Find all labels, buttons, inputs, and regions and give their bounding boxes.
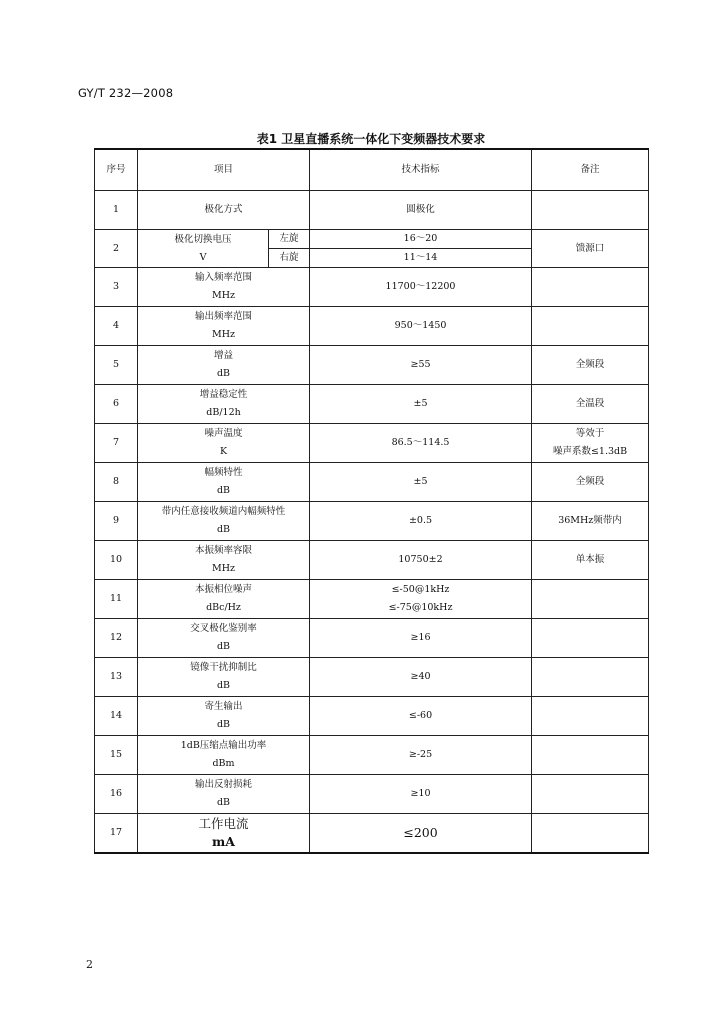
row-item-name: 幅频特性: [204, 467, 243, 478]
row-note: [532, 346, 649, 385]
table-row: [95, 697, 649, 736]
row-spec: 圆极化: [310, 191, 532, 230]
row-no: 12: [95, 619, 138, 658]
row-item-name: 输出频率范围: [195, 311, 253, 322]
row-note: [532, 541, 649, 580]
row-item-unit: dB: [216, 368, 231, 379]
row-item-name: 本振相位噪声: [195, 584, 253, 595]
row-item: [138, 814, 310, 854]
row-no: 10: [95, 541, 138, 580]
standard-code: GY/T 232—2008: [78, 86, 174, 100]
row-item-unit: dBc/Hz: [206, 602, 241, 613]
row-item: 极化方式: [138, 191, 310, 230]
row-spec-value: ≥40: [410, 671, 431, 682]
row-spec-value: ±5: [413, 476, 428, 487]
row-note: 馈源口: [532, 230, 649, 268]
table-row-polarization-voltage: [95, 230, 649, 249]
table-row: [95, 814, 649, 854]
row-no: 13: [95, 658, 138, 697]
row-note: [532, 191, 649, 230]
row-item-name: 输入频率范围: [195, 272, 253, 283]
row-spec-left: 16～20: [310, 230, 532, 249]
row-spec: [310, 697, 532, 736]
row-spec: [310, 463, 532, 502]
row-note: [532, 658, 649, 697]
row-no: 5: [95, 346, 138, 385]
table-row: [95, 191, 649, 230]
row-spec: [310, 658, 532, 697]
row-spec-value: ≤-60: [408, 710, 433, 721]
row-spec: [310, 424, 532, 463]
row-spec: [310, 307, 532, 346]
table-row: [95, 463, 649, 502]
row-item: [138, 541, 310, 580]
row-item-unit: dB/12h: [206, 407, 241, 418]
row-item-unit: MHz: [211, 290, 236, 301]
row-item-unit: dBm: [212, 758, 235, 769]
row-spec-value: 86.5～114.5: [391, 437, 450, 448]
header-item: 项目: [138, 149, 310, 191]
row-note: [532, 502, 649, 541]
row-note: [532, 697, 649, 736]
row-spec-value: ±5: [413, 398, 428, 409]
table-row: [95, 424, 649, 463]
row-item: [138, 697, 310, 736]
row-item: [138, 463, 310, 502]
table-row: [95, 580, 649, 619]
row-item: [138, 307, 310, 346]
row-spec-value: 11700～12200: [385, 281, 456, 292]
row-note: [532, 736, 649, 775]
row-item-unit: dB: [216, 680, 231, 691]
table-row: [95, 502, 649, 541]
header-no: 序号: [95, 149, 138, 191]
row-item-name: 交叉极化鉴别率: [190, 623, 257, 634]
row-item-unit: MHz: [211, 329, 236, 340]
row-spec: [310, 385, 532, 424]
row-subitem-right: 右旋: [269, 249, 310, 268]
row-item-unit: dB: [216, 797, 231, 808]
row-spec: [310, 580, 532, 619]
row-note: [532, 385, 649, 424]
row-note: [532, 463, 649, 502]
header-spec: 技术指标: [310, 149, 532, 191]
row-spec-value: ≤-50@1kHz: [391, 584, 450, 595]
row-item: [138, 736, 310, 775]
table-row: [95, 385, 649, 424]
row-no: 15: [95, 736, 138, 775]
table-row: [95, 346, 649, 385]
row-no: 1: [95, 191, 138, 230]
page-number: 2: [86, 958, 93, 971]
row-item-unit: mA: [212, 834, 235, 849]
table-row: [95, 619, 649, 658]
row-spec-value: 10750±2: [398, 554, 443, 565]
row-note: [532, 619, 649, 658]
row-item: [138, 230, 269, 268]
row-no: 9: [95, 502, 138, 541]
row-spec: [310, 268, 532, 307]
table-row: [95, 541, 649, 580]
row-spec: [310, 541, 532, 580]
row-spec: [310, 775, 532, 814]
row-note: [532, 580, 649, 619]
row-note: [532, 268, 649, 307]
spec-table: [94, 148, 649, 854]
row-note-text: 全温段: [575, 398, 605, 409]
row-note: [532, 775, 649, 814]
row-note-text: 全频段: [575, 476, 605, 487]
row-item: [138, 385, 310, 424]
row-item-unit: dB: [216, 524, 231, 535]
row-item: [138, 619, 310, 658]
row-spec-value: ≥-25: [408, 749, 433, 760]
row-spec-value: ≥10: [410, 788, 431, 799]
header-note: 备注: [532, 149, 649, 191]
row-spec: [310, 736, 532, 775]
row-no: 3: [95, 268, 138, 307]
table-header-row: [95, 149, 649, 191]
row-item-name: 工作电流: [198, 816, 249, 831]
row-item-name: 极化切换电压: [174, 233, 232, 245]
row-spec-value: 950～1450: [394, 320, 447, 331]
row-item-name: 增益稳定性: [199, 389, 248, 400]
row-no: 14: [95, 697, 138, 736]
table-row: [95, 775, 649, 814]
row-item-unit: dB: [216, 485, 231, 496]
table-row: [95, 658, 649, 697]
row-spec-value: ≥16: [410, 632, 431, 643]
row-item-unit: K: [219, 446, 228, 457]
row-item-name: 带内任意接收频道内幅频特性: [161, 506, 286, 517]
row-spec-value: ≥55: [410, 359, 431, 370]
row-item-name: 1dB压缩点输出功率: [180, 740, 267, 751]
row-note-text-2: 噪声系数≤1.3dB: [552, 446, 628, 457]
row-item-name: 输出反射损耗: [195, 779, 253, 790]
row-item-name: 增益: [214, 350, 234, 361]
row-spec: [310, 346, 532, 385]
row-note: [532, 307, 649, 346]
row-item: [138, 775, 310, 814]
table-caption: 表1 卫星直播系统一体化下变频器技术要求: [256, 132, 486, 146]
row-item-unit: MHz: [211, 563, 236, 574]
row-item-unit: V: [199, 251, 207, 263]
row-no: 6: [95, 385, 138, 424]
row-no: 8: [95, 463, 138, 502]
row-note-text: 等效于: [575, 428, 605, 439]
row-no: 2: [95, 230, 138, 268]
row-no: 17: [95, 814, 138, 854]
row-spec-right: 11～14: [310, 249, 532, 268]
row-item-name: 本振频率容限: [195, 545, 253, 556]
row-item: [138, 502, 310, 541]
table-row: [95, 268, 649, 307]
row-subitem-left: 左旋: [269, 230, 310, 249]
table-row: [95, 736, 649, 775]
row-item: [138, 580, 310, 619]
row-note: [532, 814, 649, 854]
row-no: 4: [95, 307, 138, 346]
row-note: [532, 424, 649, 463]
row-item: [138, 424, 310, 463]
row-item-name: 噪声温度: [204, 428, 243, 439]
row-spec: [310, 814, 532, 854]
row-no: 16: [95, 775, 138, 814]
row-spec: [310, 619, 532, 658]
table-row: [95, 307, 649, 346]
row-item: [138, 268, 310, 307]
row-item: [138, 658, 310, 697]
row-note-text: 全频段: [575, 359, 605, 370]
row-item-name: 寄生输出: [204, 701, 243, 712]
row-no: 11: [95, 580, 138, 619]
row-spec-value-2: ≤-75@10kHz: [388, 602, 453, 613]
row-no: 7: [95, 424, 138, 463]
row-note-text: 36MHz频带内: [558, 515, 622, 526]
row-spec-value: ≤200: [403, 825, 438, 840]
row-item-unit: dB: [216, 641, 231, 652]
row-item-unit: dB: [216, 719, 231, 730]
row-spec-value: ±0.5: [408, 515, 433, 526]
row-item: [138, 346, 310, 385]
row-spec: [310, 502, 532, 541]
row-item-name: 镜像干扰抑制比: [190, 662, 257, 673]
row-note-text: 单本振: [575, 554, 605, 565]
